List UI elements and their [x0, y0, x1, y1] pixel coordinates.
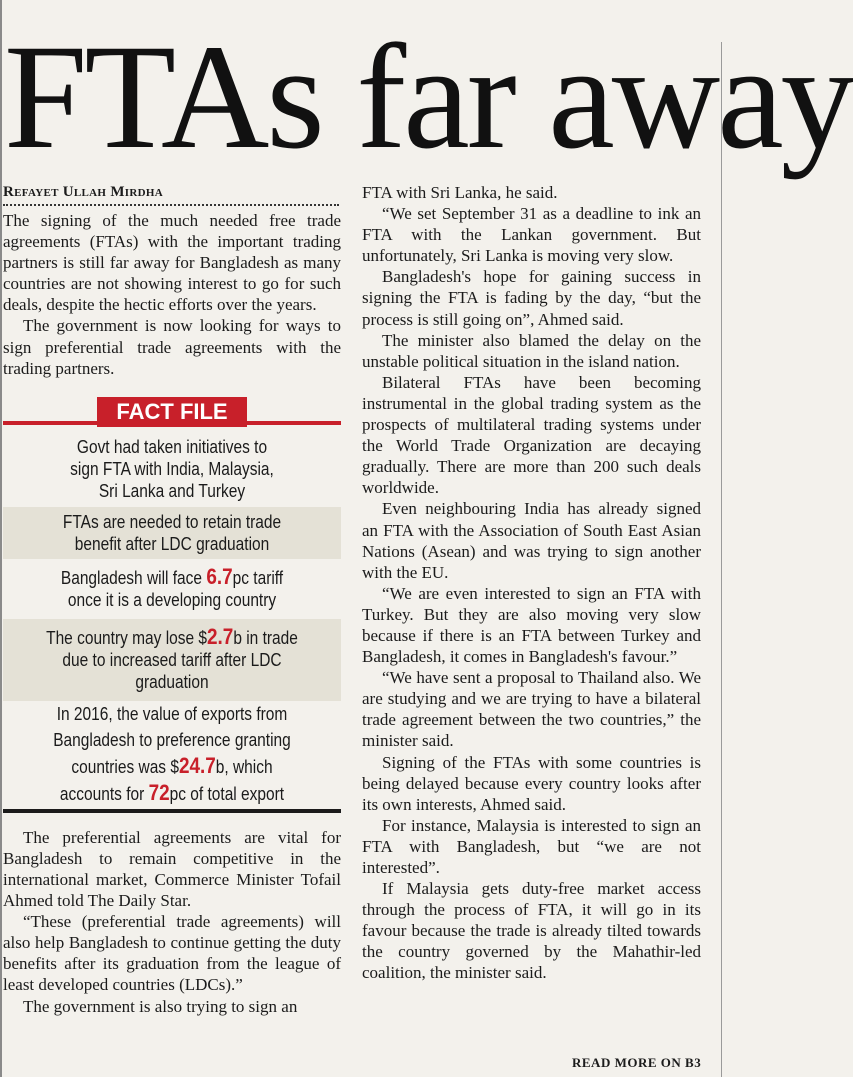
paragraph: “We have sent a proposal to Thailand also. We are studying and we are trying to have a bilateral trade agreement between the two countries,” the minister said.	[362, 668, 701, 751]
fact-file-bottom-rule	[3, 809, 341, 813]
byline: Refayet Ullah Mirdha	[3, 184, 163, 200]
fact-text: b, which accounts for	[59, 756, 273, 804]
paragraph: “These (preferential trade agreements) will also help Bangladesh to continue getting the duty benefits after its graduation from the league of least developed countries (LDCs).”	[3, 912, 341, 995]
paragraph: The minister also blamed the delay on the unstable political situation in the island nation.	[362, 330, 701, 371]
right-column	[362, 182, 701, 984]
right-column-rule	[721, 42, 722, 1077]
paragraph: Bilateral FTAs have been becoming instrumental in the global trading system as the prospects of multilateral trading systems under the World Trade Organization are decaying gradually. There are more than 200 such deals worldwide.	[362, 372, 701, 498]
paragraph: The signing of the much needed free trade agreements (FTAs) with the important trading partners is still far away for Bangladesh as many countries are not showing interest to go for such deals, despite the hectic efforts over the years.	[3, 211, 341, 315]
fact-text: pc of total export	[169, 783, 285, 804]
fact-item-text: Govt had taken initiatives to sign FTA with India, Malaysia, Sri Lanka and Turkey	[70, 436, 274, 501]
paragraph: “We set September 31 as a deadline to ink an FTA with the Lankan government. But unfortunately, Sri Lanka is moving very slow.	[362, 204, 701, 266]
fact-text: Bangladesh will face	[60, 568, 207, 589]
headline: FTAs far away	[4, 14, 853, 180]
fact-figure: 24.7	[178, 752, 216, 778]
fact-item	[3, 559, 341, 619]
fact-figure: 6.7	[206, 564, 233, 590]
byline-divider	[3, 204, 339, 206]
fact-text: The country may lose $	[46, 628, 208, 649]
fact-item	[3, 507, 341, 559]
fact-figure: 72	[148, 779, 170, 805]
left-border	[0, 0, 2, 1077]
fact-item-text: FTAs are needed to retain trade benefit after LDC graduation	[62, 511, 282, 554]
paragraph: Even neighbouring India has already signed an FTA with the Association of South East Asian Nations (Asean) and was trying to sign another with the EU.	[362, 499, 701, 582]
left-column	[3, 182, 341, 1017]
fact-item-text	[43, 626, 301, 693]
fact-item	[3, 431, 341, 507]
paragraph: If Malaysia gets duty-free market access through the process of FTA, it will go in its favour because the trade is already tilted towards the country governed by the Mahathir-led coalition, the minister said.	[362, 879, 701, 983]
fact-item-text	[47, 566, 296, 611]
fact-file-box	[3, 397, 341, 813]
paragraph: The government is also trying to sign an	[23, 996, 298, 1016]
read-more-link[interactable]: READ MORE ON B3	[572, 1055, 702, 1070]
paragraph: Signing of the FTAs with some countries is being delayed because every country looks after its own interests, Ahmed said.	[362, 752, 701, 814]
fact-figure: 2.7	[207, 624, 234, 650]
paragraph: Bangladesh's hope for gaining success in signing the FTA is fading by the day, “but the process is still going on”, Ahmed said.	[362, 267, 701, 329]
fact-item	[3, 619, 341, 701]
paragraph: For instance, Malaysia is interested to sign an FTA with Bangladesh, but “we are not interested”.	[362, 815, 701, 877]
fact-item-text	[43, 701, 301, 807]
fact-file-title: FACT FILE	[97, 397, 247, 427]
fact-file-header	[3, 397, 341, 431]
fact-text: In 2016, the value of exports from Bangladesh to preference granting countries was $	[53, 703, 291, 777]
fact-item	[3, 701, 341, 807]
paragraph: “We are even interested to sign an FTA with Turkey. But they are also moving very slow because if there is an FTA between Turkey and Bangladesh, it comes in Bangladesh's favour.”	[362, 583, 701, 667]
fact-text: b in trade due to increased tariff after LDC graduation	[62, 628, 298, 693]
after-fact-text	[3, 827, 341, 1017]
paragraph: The preferential agreements are vital for Bangladesh to remain competitive in the international market, Commerce Minister Tofail Ahmed told The Daily Star.	[3, 827, 341, 911]
paragraph: FTA with Sri Lanka, he said.	[362, 183, 558, 202]
fact-text: pc tariff once it is a developing country	[67, 568, 284, 611]
paragraph: The government is now looking for ways to sign preferential trade agreements with the trading partners.	[3, 316, 341, 378]
